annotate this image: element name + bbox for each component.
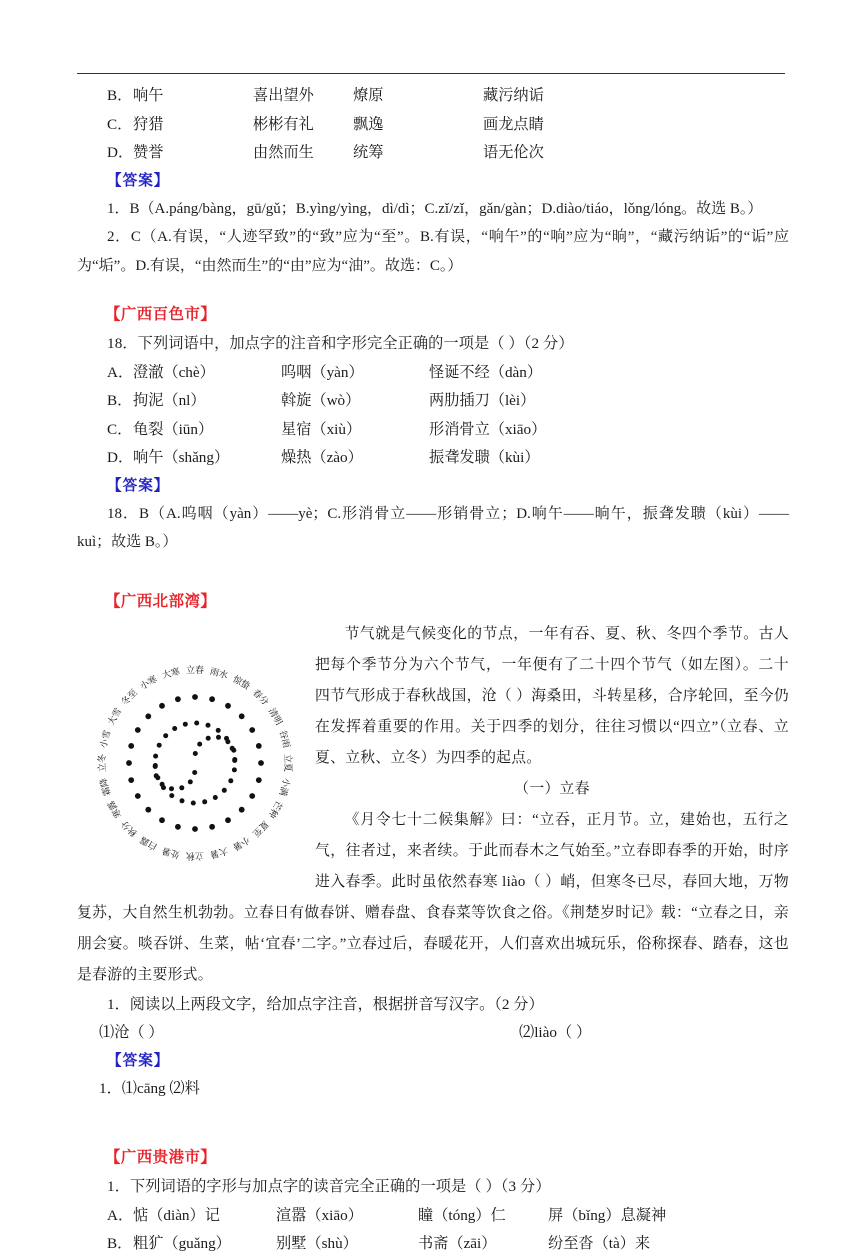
solar-term-label: 谷雨	[277, 728, 292, 749]
solar-term-dot	[258, 760, 264, 766]
option-word-3: 两肋插刀（lèi）	[429, 392, 536, 409]
solar-term-dot	[128, 743, 134, 749]
solar-term-label: 霜降	[98, 776, 113, 797]
solar-term-dot	[225, 702, 231, 708]
option-word-3: 飘逸	[353, 115, 384, 133]
solar-terms-label-ring	[96, 664, 294, 862]
options-group-guigang	[77, 1202, 789, 1259]
option-word-3: 书斋（zāi）	[418, 1235, 497, 1252]
solar-term-dot	[209, 696, 215, 702]
solar-terms-diagram-svg	[77, 641, 313, 891]
city-header-guigang: 【广西贵港市】	[105, 1149, 217, 1166]
solar-term-label: 小暑	[231, 834, 252, 852]
explanation-block	[77, 500, 789, 557]
solar-term-dot	[192, 694, 198, 700]
option-row	[77, 82, 789, 111]
option-label: C．	[107, 420, 133, 438]
solar-term-dot	[256, 777, 262, 783]
explanation-block	[77, 223, 789, 280]
taiji-spiral-dots	[153, 720, 238, 805]
blank-2[interactable]: ⑵liào（ ）	[519, 1024, 592, 1041]
taiji-dot	[192, 770, 197, 775]
taiji-dot	[216, 727, 221, 732]
question-baise: 18．下列词语中，加点字的注音和字形完全正确的一项是（ ）（2 分）	[107, 335, 574, 352]
solar-term-label: 立秋	[185, 850, 205, 861]
option-row	[77, 111, 789, 140]
option-word-4: 屏（bǐng）息凝神	[548, 1206, 667, 1224]
option-word-2: 燥热（zào）	[281, 449, 363, 466]
solar-term-dot	[145, 713, 151, 719]
option-row	[77, 387, 789, 416]
solar-term-dot	[175, 823, 181, 829]
solar-term-label: 清明	[266, 705, 285, 727]
option-word-1: 响午（shǎng）	[133, 449, 230, 466]
taiji-dot	[180, 798, 185, 803]
solar-term-dot	[159, 817, 165, 823]
taiji-dot	[169, 793, 174, 798]
solar-term-label: 小寒	[138, 673, 159, 691]
passage-paragraph-2: 《月令七十二候集解》曰：“立吞，正月节。立，建始也，五行之气，往者过，来者续。于此而春木之气始至。”立春即春季的开始，时序进入春季。此时虽依然春寒 liào（ ）峭，但寒冬已尽，春回大地，万物复苏，大自然生机勃勃。立春日有做春饼、赠春盘、食春菜等饮食之俗。《荆楚岁时记》载：“立春之日，亲朋会宴。啖吞饼、生菜，帖‘宜春’二字。”立春过后，春暖花开，人们喜欢出城玩乐，俗称探春、踏春，这也是春游的主要形式。	[77, 811, 789, 983]
option-word-4: 语无伦次	[483, 144, 544, 161]
option-word-2: 喜出望外	[253, 87, 314, 104]
solar-term-dot	[225, 817, 231, 823]
solar-term-label: 小满	[277, 776, 292, 797]
solar-term-dot	[175, 696, 181, 702]
solar-term-label: 春分	[250, 686, 271, 707]
taiji-dot	[206, 735, 211, 740]
option-label: A．	[107, 1206, 134, 1224]
option-label: D．	[107, 449, 134, 466]
explanation-line: 2．C（A.有误，“人迹罕致”的“致”应为“至”。B.有误，“响午”的“响”应为“晌”，“藏污纳诟”的“诟”应为“垢”。D.有误，“由然而生”的“由”应为“油”。故选：C。）	[77, 229, 789, 274]
option-word-1: 拘泥（nl）	[133, 392, 206, 409]
solar-term-label: 大寒	[160, 665, 181, 680]
option-label: C．	[107, 115, 133, 133]
option-word-2: 由然而生	[253, 144, 314, 161]
taiji-dot	[216, 734, 221, 739]
explanation-line: 1．B（A.páng/bàng，gū/gǔ；B.yìng/yìng，dì/dì；C.zǐ/zǐ，gǎn/gàn；D.diào/tiáo，lǒng/lóng。故选 B。）	[107, 200, 763, 217]
option-word-2: 彬彬有礼	[253, 115, 314, 133]
answer-tag: 【答案】	[107, 477, 170, 494]
solar-term-label: 处暑	[160, 845, 181, 860]
solar-term-label: 雨水	[209, 665, 230, 680]
taiji-dot	[188, 779, 193, 784]
solar-terms-dot-ring	[126, 694, 264, 832]
option-row	[77, 1230, 789, 1259]
taiji-dot	[153, 753, 158, 758]
taiji-dot	[153, 764, 158, 769]
option-word-3: 瞳（tóng）仁	[418, 1206, 506, 1224]
solar-term-dot	[135, 793, 141, 799]
city-header-beibuwan: 【广西北部湾】	[105, 592, 217, 610]
option-word-1: 赞誉	[133, 144, 164, 161]
solar-term-label: 寒露	[105, 798, 124, 820]
solar-term-dot	[126, 760, 132, 766]
answer-tag: 【答案】	[107, 172, 170, 189]
option-label: B．	[107, 1235, 133, 1252]
question-beibuwan: 1．阅读以上两段文字，给加点字注音，根据拼音写汉字。（2 分）	[107, 995, 544, 1013]
option-label: B．	[107, 392, 133, 409]
taiji-dot	[213, 795, 218, 800]
solar-term-label: 白露	[138, 834, 159, 852]
city-header-baise: 【广西百色市】	[105, 306, 217, 323]
blank-answer-row	[77, 1019, 789, 1048]
option-row	[77, 416, 789, 445]
option-word-4: 藏污纳诟	[483, 87, 544, 104]
solar-term-label: 秋分	[119, 818, 140, 839]
solar-term-dot	[192, 826, 198, 832]
solar-term-dot	[256, 743, 262, 749]
solar-term-dot	[135, 727, 141, 733]
option-word-2: 别墅（shù）	[276, 1235, 358, 1252]
answer-beibuwan: 1．⑴cāng ⑵料	[99, 1079, 200, 1097]
explanation-block	[77, 195, 789, 224]
option-word-2: 斡旋（wò）	[281, 392, 361, 409]
solar-term-label: 大雪	[105, 705, 124, 727]
solar-term-dot	[128, 777, 134, 783]
option-word-4: 纷至沓（tà）来	[548, 1235, 651, 1252]
solar-term-label: 大暑	[209, 845, 230, 860]
taiji-dot	[172, 726, 177, 731]
twenty-four-solar-terms-figure	[77, 641, 315, 891]
taiji-dot	[228, 778, 233, 783]
option-label: B．	[107, 87, 133, 104]
option-row	[77, 444, 789, 473]
solar-term-label: 立冬	[97, 753, 108, 772]
options-group-top	[77, 82, 789, 168]
option-word-2: 星宿（xiù）	[281, 420, 362, 438]
passage-subheading: （一）立春	[514, 780, 590, 797]
option-row	[77, 139, 789, 168]
solar-term-label: 立夏	[282, 753, 293, 772]
solar-term-dot	[159, 702, 165, 708]
solar-term-dot	[249, 793, 255, 799]
option-word-3: 振聋发聩（kùi）	[429, 449, 540, 466]
taiji-dot	[206, 722, 211, 727]
option-word-3: 燎原	[353, 87, 384, 104]
solar-term-dot	[249, 727, 255, 733]
taiji-dot	[202, 799, 207, 804]
header-rule	[77, 73, 785, 74]
question-guigang: 1．下列词语的字形与加点字的读音完全正确的一项是（ ）（3 分）	[107, 1178, 551, 1195]
taiji-dot	[169, 786, 174, 791]
option-word-2: 呜咽（yàn）	[281, 363, 364, 381]
taiji-dot	[155, 775, 160, 780]
solar-term-dot	[209, 823, 215, 829]
passage-paragraph-1: 节气就是气候变化的节点，一年有吞、夏、秋、冬四个季节。古人把每个季节分为六个节气，一年便有了二十四个节气（如左图）。二十四节气形成于春秋战国，沧（ ）海桑田，斗转星移，合序轮回，至今仍在发挥着重要的作用。关于四季的划分，往往习惯以“四立”（立春、立夏、立秋、立冬）为四季的起点。	[315, 625, 789, 766]
taiji-dot	[179, 785, 184, 790]
option-word-1: 狩猎	[133, 115, 164, 133]
option-word-1: 粗犷（guǎng）	[133, 1235, 231, 1252]
option-word-4: 画龙点睛	[483, 115, 544, 133]
blank-1[interactable]: ⑴沧（ ）	[99, 1024, 164, 1041]
option-word-1: 澄澈（chè）	[133, 363, 215, 381]
options-group-baise	[77, 359, 789, 473]
option-word-3: 形消骨立（xiāo）	[429, 420, 547, 438]
solar-term-label: 惊蛰	[231, 673, 252, 691]
solar-term-label: 芒种	[266, 798, 285, 820]
document-content	[77, 82, 789, 1259]
option-word-1: 龟裂（iūn）	[133, 420, 214, 438]
reading-passage-block	[77, 619, 789, 991]
taiji-dot	[197, 741, 202, 746]
taiji-dot	[232, 767, 237, 772]
solar-term-dot	[239, 713, 245, 719]
taiji-dot	[225, 739, 230, 744]
solar-term-dot	[145, 806, 151, 812]
solar-term-label: 小雪	[98, 728, 113, 749]
taiji-dot	[231, 747, 236, 752]
option-label: A．	[107, 363, 134, 381]
taiji-dot	[222, 787, 227, 792]
option-label: D．	[107, 144, 134, 161]
option-word-1: 惦（diàn）记	[133, 1206, 220, 1224]
taiji-dot	[163, 733, 168, 738]
answer-tag: 【答案】	[107, 1052, 170, 1069]
solar-term-label: 夏至	[250, 818, 271, 839]
taiji-dot	[232, 758, 237, 763]
solar-term-dot	[239, 806, 245, 812]
taiji-dot	[191, 800, 196, 805]
option-word-3: 统筹	[353, 144, 384, 161]
taiji-dot	[194, 720, 199, 725]
taiji-dot	[183, 721, 188, 726]
option-row	[77, 359, 789, 388]
solar-term-label: 立春	[185, 664, 205, 675]
option-word-3: 怪诞不经（dàn）	[429, 363, 543, 381]
taiji-dot	[161, 785, 166, 790]
option-word-2: 渲嚣（xiāo）	[276, 1206, 363, 1224]
taiji-dot	[193, 751, 198, 756]
solar-term-label: 冬至	[119, 686, 140, 707]
explanation-line: 18．B（A.呜咽（yàn）——yè；C.形消骨立——形销骨立；D.响午——晌午，振聋发聩（kùi）——kuì；故选 B。）	[77, 505, 789, 550]
taiji-dot	[157, 742, 162, 747]
option-word-1: 响午	[133, 87, 164, 104]
